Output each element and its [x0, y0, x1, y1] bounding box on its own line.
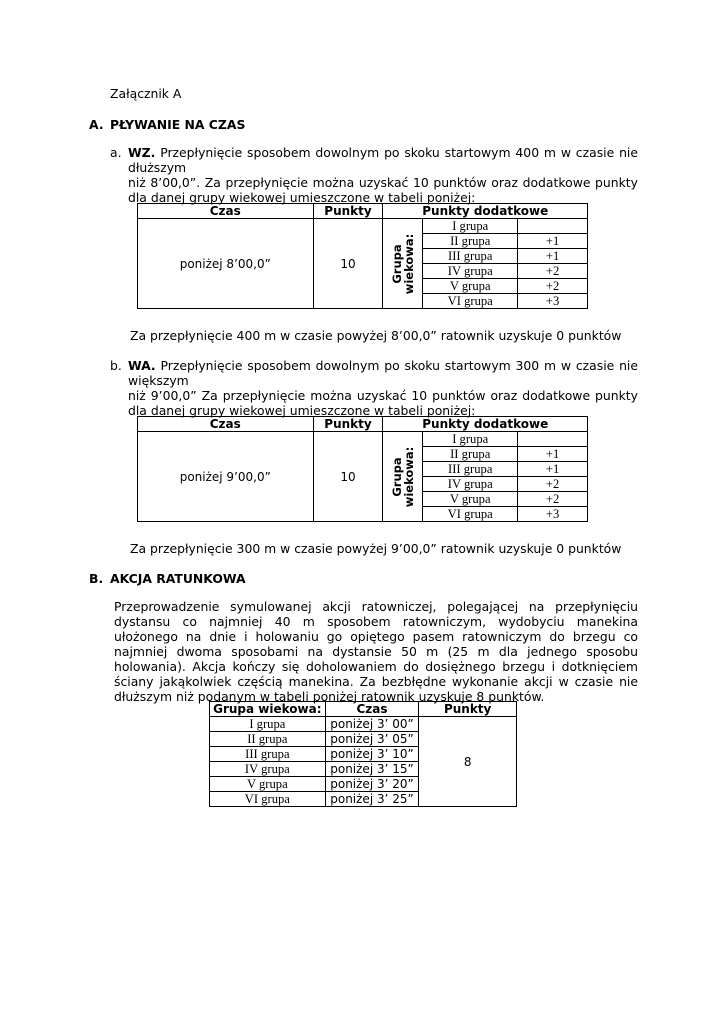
table-wz-header-points: Punkty	[313, 204, 383, 219]
table-wa-header-time: Czas	[138, 417, 314, 432]
table-wa-header-points: Punkty	[313, 417, 383, 432]
table-cell-bonus: +1	[518, 234, 588, 249]
table-cell-bonus: +1	[518, 447, 588, 462]
item-b-code: WA.	[128, 358, 156, 373]
table-cell-bonus: +3	[518, 294, 588, 309]
table-wz-points: 10	[313, 219, 383, 309]
table-cell-time: poniżej 3’ 00”	[325, 717, 419, 732]
table-wa-group-label-cell	[383, 432, 423, 522]
table-cell-bonus: +2	[518, 477, 588, 492]
table-rescue	[209, 701, 517, 807]
table-wz-group-label: Grupa wiekowa:	[389, 233, 416, 294]
table-row: III grupa	[210, 747, 326, 762]
table-cell-time: poniżej 3’ 05”	[325, 732, 419, 747]
table-wz-group-label-cell	[383, 219, 423, 309]
table-row: II grupa	[210, 732, 326, 747]
table-wz-time: poniżej 8’00,0”	[138, 219, 314, 309]
table-row: I grupa	[210, 717, 326, 732]
section-b-heading: AKCJA RATUNKOWA	[110, 571, 246, 586]
table-wa-group-label: Grupa wiekowa:	[389, 446, 416, 507]
table-wz	[137, 203, 588, 309]
item-b-marker: b.	[110, 358, 122, 373]
item-b-note: Za przepłynięcie 300 m w czasie powyżej 9’00,0” ratownik uzyskuje 0 punktów	[130, 541, 622, 556]
table-row: V grupa	[423, 279, 518, 294]
item-a-marker: a.	[110, 145, 122, 160]
table-row: II grupa	[423, 447, 518, 462]
item-b-rest: niż 9’00,0” Za przepłynięcie można uzyskać 10 punktów oraz dodatkowe punkty dla danej grupy wiekowej umieszczone w tabeli poniżej:	[128, 388, 638, 418]
table-cell-bonus: +2	[518, 279, 588, 294]
table-row: VI grupa	[423, 507, 518, 522]
section-b-paragraph: Przeprowadzenie symulowanej akcji ratowniczej, polegającej na przepłynięciu dystansu co najmniej 40 m sposobem ratowniczym, wydobyciu manekina ułożonego na dnie i holowaniu go opiętego pasem ratowniczym do brzegu co najmniej dwoma sposobami na dystansie 50 m (25 m dla jednego sposobu holowania). Akcja kończy się doholowaniem do dosiężnego brzegu i dotknięciem ściany jakąkolwiek częścią manekina. Za bezbłędne wykonanie akcji w czasie nie dłuższym niż podanym w tabeli poniżej ratownik uzyskuje 8 punktów.	[114, 599, 638, 704]
table-cell-time: poniżej 3’ 20”	[325, 777, 419, 792]
table-rescue-points: 8	[419, 717, 517, 807]
table-cell-time: poniżej 3’ 15”	[325, 762, 419, 777]
table-cell-time: poniżej 3’ 10”	[325, 747, 419, 762]
table-row: III grupa	[423, 462, 518, 477]
table-row: VI grupa	[210, 792, 326, 807]
table-row: V grupa	[423, 492, 518, 507]
table-row: III grupa	[423, 249, 518, 264]
table-row: IV grupa	[210, 762, 326, 777]
document-title: Załącznik A	[110, 86, 182, 101]
item-a-rest: niż 8’00,0”. Za przepłynięcie można uzyskać 10 punktów oraz dodatkowe punkty dla danej grupy wiekowej umieszczone w tabeli poniżej:	[128, 175, 638, 205]
section-b-letter: B.	[89, 571, 104, 586]
section-a-letter: A.	[89, 117, 104, 132]
table-row: II grupa	[423, 234, 518, 249]
table-cell-time: poniżej 3’ 25”	[325, 792, 419, 807]
table-wa	[137, 416, 588, 522]
item-a-code: WZ.	[128, 145, 156, 160]
table-row: I grupa	[423, 219, 518, 234]
table-wa-points: 10	[313, 432, 383, 522]
table-cell-bonus: +3	[518, 507, 588, 522]
table-rescue-header-group: Grupa wiekowa:	[210, 702, 326, 717]
item-a-note: Za przepłynięcie 400 m w czasie powyżej 8’00,0” ratownik uzyskuje 0 punktów	[130, 328, 622, 343]
table-row: IV grupa	[423, 264, 518, 279]
table-cell-bonus: +1	[518, 249, 588, 264]
item-b-text	[128, 358, 638, 418]
item-b-line1: Przepłynięcie sposobem dowolnym po skoku startowym 300 m w czasie nie większym	[128, 358, 638, 388]
table-cell-bonus	[518, 432, 588, 447]
table-cell-bonus: +2	[518, 492, 588, 507]
table-wa-time: poniżej 9’00,0”	[138, 432, 314, 522]
table-wz-header-time: Czas	[138, 204, 314, 219]
item-a-line1: Przepłynięcie sposobem dowolnym po skoku startowym 400 m w czasie nie dłuższym	[128, 145, 638, 175]
table-wa-header-bonus: Punkty dodatkowe	[383, 417, 588, 432]
table-row: IV grupa	[423, 477, 518, 492]
table-row: V grupa	[210, 777, 326, 792]
table-cell-bonus: +1	[518, 462, 588, 477]
table-row: I grupa	[423, 432, 518, 447]
item-a-text	[128, 145, 638, 205]
table-rescue-header-time: Czas	[325, 702, 419, 717]
table-cell-bonus: +2	[518, 264, 588, 279]
table-wz-header-bonus: Punkty dodatkowe	[383, 204, 588, 219]
table-row: VI grupa	[423, 294, 518, 309]
table-rescue-header-points: Punkty	[419, 702, 517, 717]
table-cell-bonus	[518, 219, 588, 234]
section-a-heading: PŁYWANIE NA CZAS	[110, 117, 246, 132]
